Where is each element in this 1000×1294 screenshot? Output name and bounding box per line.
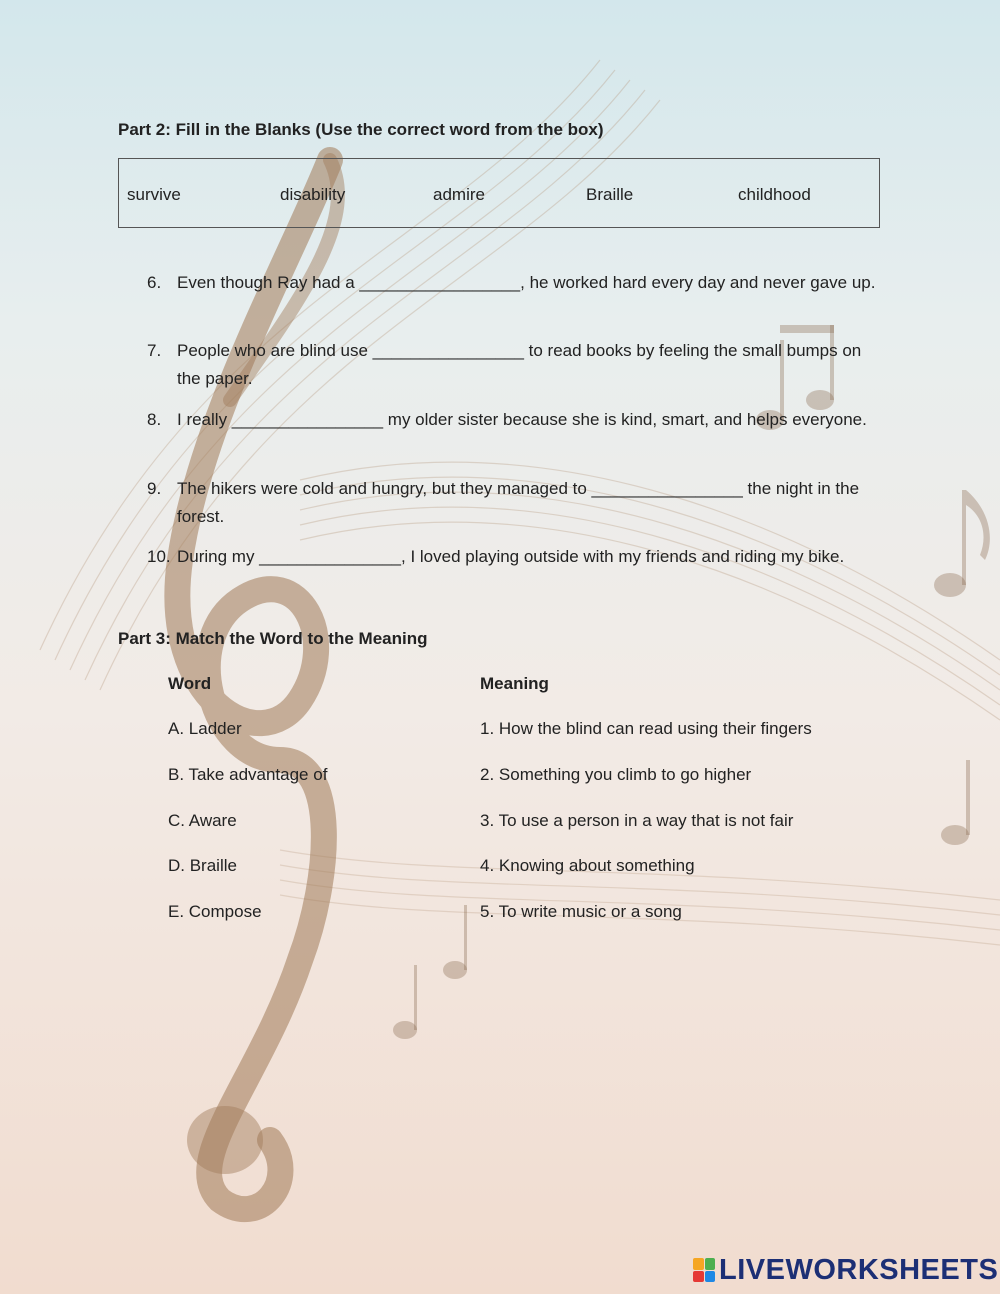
part3-title: Part 3: Match the Word to the Meaning bbox=[118, 629, 428, 648]
liveworksheets-logo-icon bbox=[693, 1258, 715, 1282]
match-word: E. Compose bbox=[168, 902, 262, 921]
match-meaning: 2. Something you climb to go higher bbox=[480, 765, 752, 784]
match-meaning: 3. To use a person in a way that is not fair bbox=[480, 811, 794, 830]
question-number: 9. bbox=[147, 479, 162, 498]
match-meaning: 1. How the blind can read using their fingers bbox=[480, 719, 812, 738]
question-item bbox=[147, 269, 887, 297]
question-item bbox=[147, 543, 887, 571]
match-meaning: 4. Knowing about something bbox=[480, 856, 695, 875]
liveworksheets-logo[interactable] bbox=[693, 1254, 998, 1286]
part2-title: Part 2: Fill in the Blanks (Use the correct word from the box) bbox=[118, 120, 604, 139]
question-number: 6. bbox=[147, 273, 162, 292]
match-word: B. Take advantage of bbox=[168, 765, 328, 784]
match-word: A. Ladder bbox=[168, 719, 242, 738]
meaning-column-header: Meaning bbox=[480, 674, 549, 693]
question-text: During my _______________, I loved playing outside with my friends and riding my bike. bbox=[177, 547, 845, 566]
word-column-header: Word bbox=[168, 674, 212, 693]
question-text: I really ________________ my older sister because she is kind, smart, and helps everyone. bbox=[177, 410, 867, 429]
question-number: 8. bbox=[147, 410, 162, 429]
question-text: The hikers were cold and hungry, but they managed to ________________ the night in the forest. bbox=[177, 479, 860, 526]
word-bank-item: Braille bbox=[586, 185, 634, 204]
match-meaning: 5. To write music or a song bbox=[480, 902, 682, 921]
match-word: C. Aware bbox=[168, 811, 237, 830]
question-number: 7. bbox=[147, 341, 162, 360]
question-item bbox=[147, 337, 887, 393]
question-text: Even though Ray had a _________________, he worked hard every day and never gave up. bbox=[177, 273, 876, 292]
question-item bbox=[147, 406, 887, 434]
word-bank-item: disability bbox=[280, 185, 346, 204]
match-word: D. Braille bbox=[168, 856, 237, 875]
word-bank-item: admire bbox=[433, 185, 485, 204]
word-bank-item: survive bbox=[127, 185, 181, 204]
word-bank-box bbox=[118, 158, 880, 228]
question-item bbox=[147, 475, 887, 531]
word-bank-item: childhood bbox=[738, 185, 811, 204]
question-text: People who are blind use ________________ to read books by feeling the small bumps on the paper. bbox=[177, 341, 862, 388]
question-number: 10. bbox=[147, 547, 171, 566]
logo-text: LIVEWORKSHEETS bbox=[719, 1253, 999, 1286]
